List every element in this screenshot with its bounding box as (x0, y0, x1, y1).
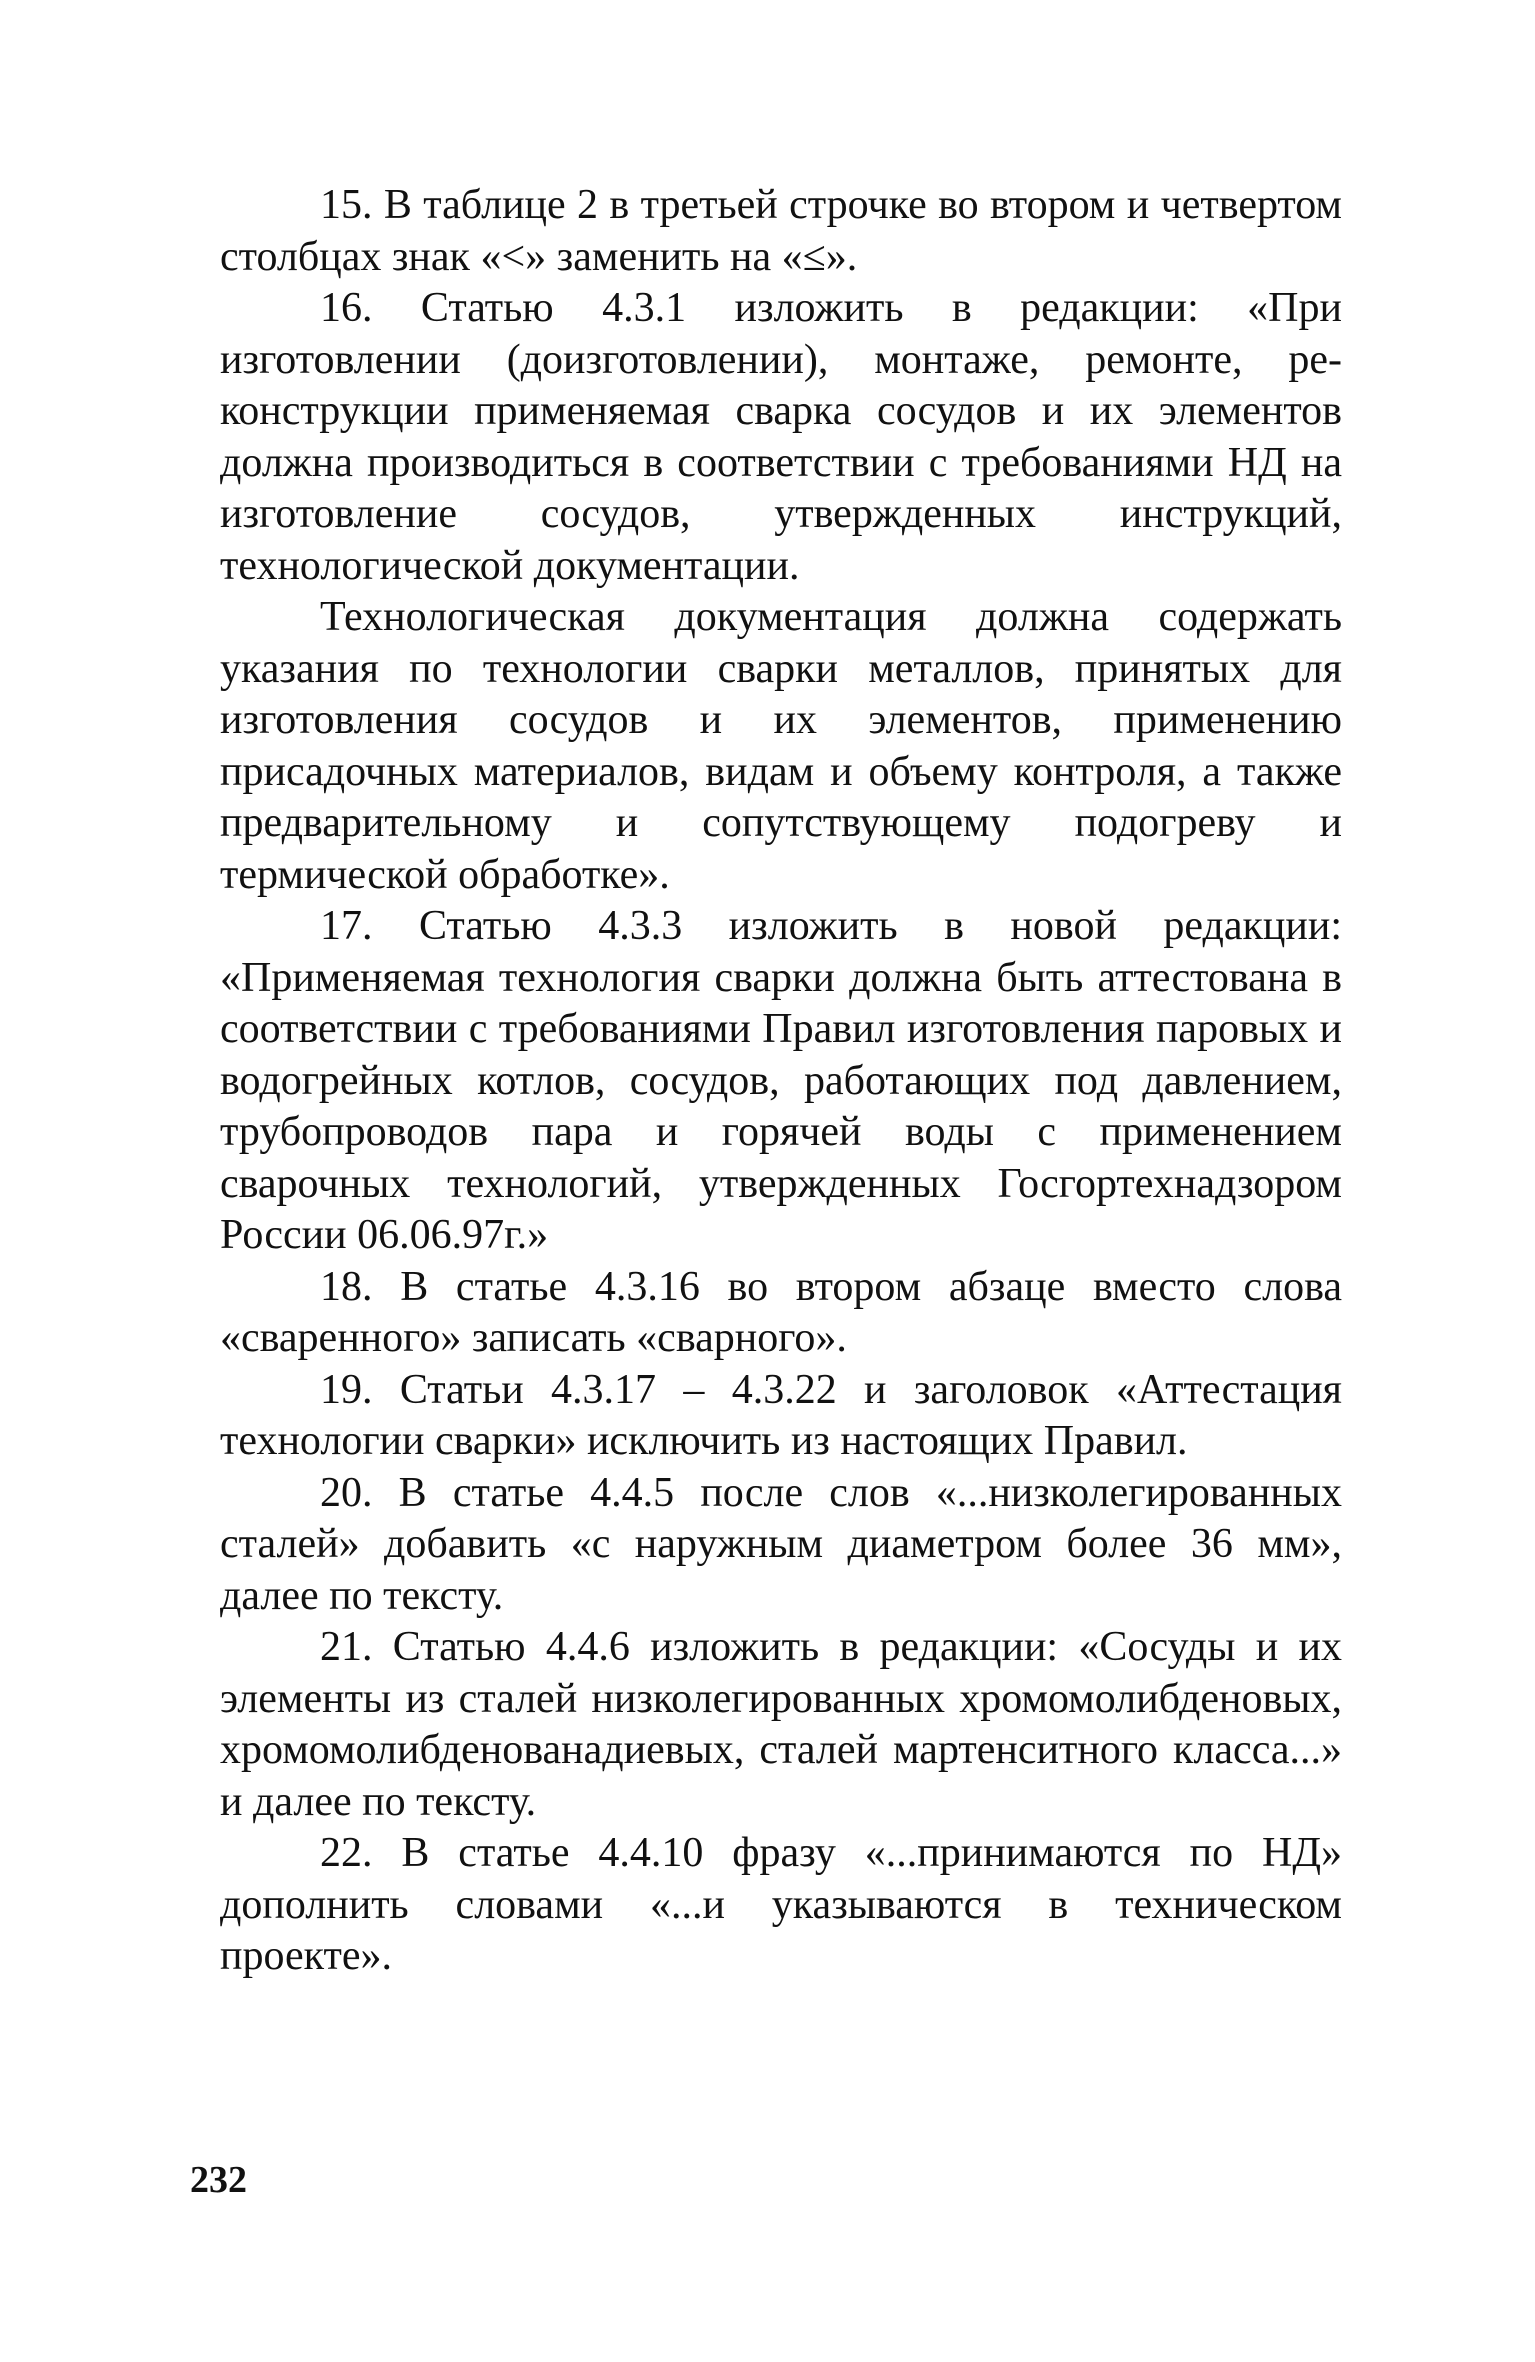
paragraph-item-19: 19. Статьи 4.3.17 – 4.3.22 и заголовок «Аттестация технологии сварки» исключить из настоящих Правил. (220, 1366, 1342, 1464)
paragraph-item-17: 17. Статью 4.3.3 изложить в новой редакции: «Применяемая технология сварки должна быть аттестована в соответствии с требованиями Правил изготовления паровых и водогрейных котлов, сосудов, работающих под давлением, трубопроводов пара и горячей воды с применением сварочных технологий, утвержденных Госгортехнадзором России 06.06.97г.» (220, 903, 1342, 1258)
body-text (220, 180, 1342, 1983)
paragraph-item-16: 16. Статью 4.3.1 изложить в редакции: «При изготовлении (доизготовлении), монтаже, ремонте, реконструкции применяемая сварка сосудов и их элементов должна производиться в соответствии с требованиями НД на изготовление сосудов, утвержденных инструкций, технологической документации. (220, 285, 1342, 589)
paragraph-item-21: 21. Статью 4.4.6 изложить в редакции: «Сосуды и их элементы из сталей низколегированных хромомолибденовых, хромомолибденованадиевых, сталей мартенситного класса...» и далее по тексту. (220, 1624, 1342, 1825)
paragraph-item-15: 15. В таблице 2 в третьей строчке во втором и четвертом столбцах знак «<» заменить на «≤». (220, 182, 1342, 280)
paragraph-item-16-continued: Технологическая документация должна содержать указания по технологии сварки металлов, принятых для изготовления сосудов и их элементов, применению присадочных материалов, видам и объему контроля, а также предварительному и сопутствующему подогреву и термической обработке». (220, 594, 1342, 898)
paragraph-item-22: 22. В статье 4.4.10 фразу «...принимаются по НД» дополнить словами «...и указываются в техническом проекте». (220, 1830, 1342, 1979)
paragraph-item-18: 18. В статье 4.3.16 во втором абзаце вместо слова «сваренного» записать «сварного». (220, 1263, 1342, 1361)
paragraph-item-20: 20. В статье 4.4.5 после слов «...низколегированных сталей» добавить «с наружным диаметром более 36 мм», далее по тексту. (220, 1469, 1342, 1619)
page-number: 232 (190, 2159, 247, 2201)
